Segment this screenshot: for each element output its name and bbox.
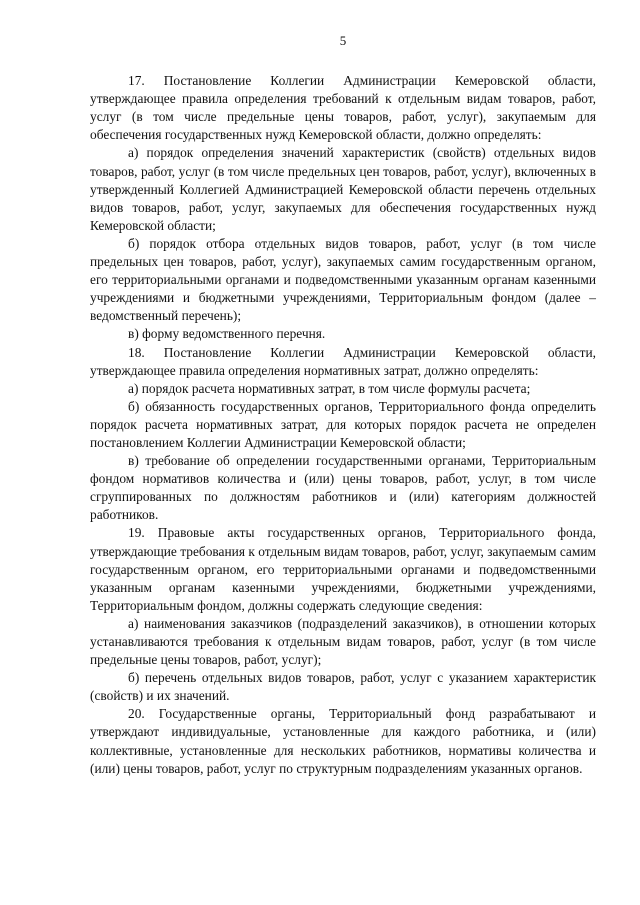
- paragraph-18: 18. Постановление Коллегии Администрации Кемеровской области, утверждающее правила определения нормативных затрат, должно определять:: [90, 344, 596, 378]
- paragraph-17: 17. Постановление Коллегии Администрации Кемеровской области, утверждающее правила определения требований к отдельным видам товаров, работ, услуг (в том числе предельные цены товаров, работ, услуг), закупаемым для обеспечения государственных нужд Кемеровской области, должно определять:: [90, 73, 596, 143]
- paragraph-18v: в) требование об определении государственными органами, Территориальным фондом нормативов количества и (или) цены товаров, работ, услуг, в том числе сгруппированных по должностям работников и (или) категориям должностей работников.: [90, 453, 596, 523]
- page-number: 5: [339, 33, 347, 48]
- paragraph-19b: б) перечень отдельных видов товаров, работ, услуг с указанием характеристик (свойств) и их значений.: [90, 670, 596, 704]
- paragraph-19: 19. Правовые акты государственных органов, Территориального фонда, утверждающие требования к отдельным видам товаров, работ, услуг, закупаемым самим государственным органом, его территориальными органами и подведомственными указанным органам казенными учреждениями, бюджетными учреждениями, Территориальным фондом, должны содержать следующие сведения:: [90, 525, 596, 613]
- paragraph-18a: а) порядок расчета нормативных затрат, в том числе формулы расчета;: [128, 380, 531, 396]
- paragraph-20: 20. Государственные органы, Территориальный фонд разрабатывают и утверждают индивидуальные, установленные для каждого работника, и (или) коллективные, установленные для нескольких работников, нормативы количества и (или) цены товаров, работ, услуг по структурным подразделениям указанных органов.: [90, 706, 596, 776]
- paragraph-18b: б) обязанность государственных органов, Территориального фонда определить порядок расчета нормативных затрат, для которых порядок расчета не определен постановлением Коллегии Администрации Кемеровской области;: [90, 398, 596, 450]
- document-page: [90, 32, 596, 778]
- paragraph-19a: а) наименования заказчиков (подразделений заказчиков), в отношении которых устанавливаются требования к отдельным видам товаров, работ, услуг (в том числе предельные цены товаров, работ, услуг);: [90, 615, 596, 668]
- paragraph-17v: в) форму ведомственного перечня.: [128, 326, 326, 342]
- paragraph-17a: а) порядок определения значений характеристик (свойств) отдельных видов товаров, работ, услуг (в том числе предельных цен товаров, работ, услуг), включенных в утвержденный Коллегией Администрацией Кемеровской области перечень отдельных видов товаров, работ, услуг, закупаемых для обеспечения государственных нужд Кемеровской области;: [90, 145, 596, 233]
- paragraph-17b: б) порядок отбора отдельных видов товаров, работ, услуг (в том числе предельных цен товаров, работ, услуг), закупаемых самим государственным органом, его территориальными органами и подведомственными указанным органам казенными учреждениями и бюджетными учреждениями, Территориальным фондом (далее – ведомственный перечень);: [90, 235, 596, 324]
